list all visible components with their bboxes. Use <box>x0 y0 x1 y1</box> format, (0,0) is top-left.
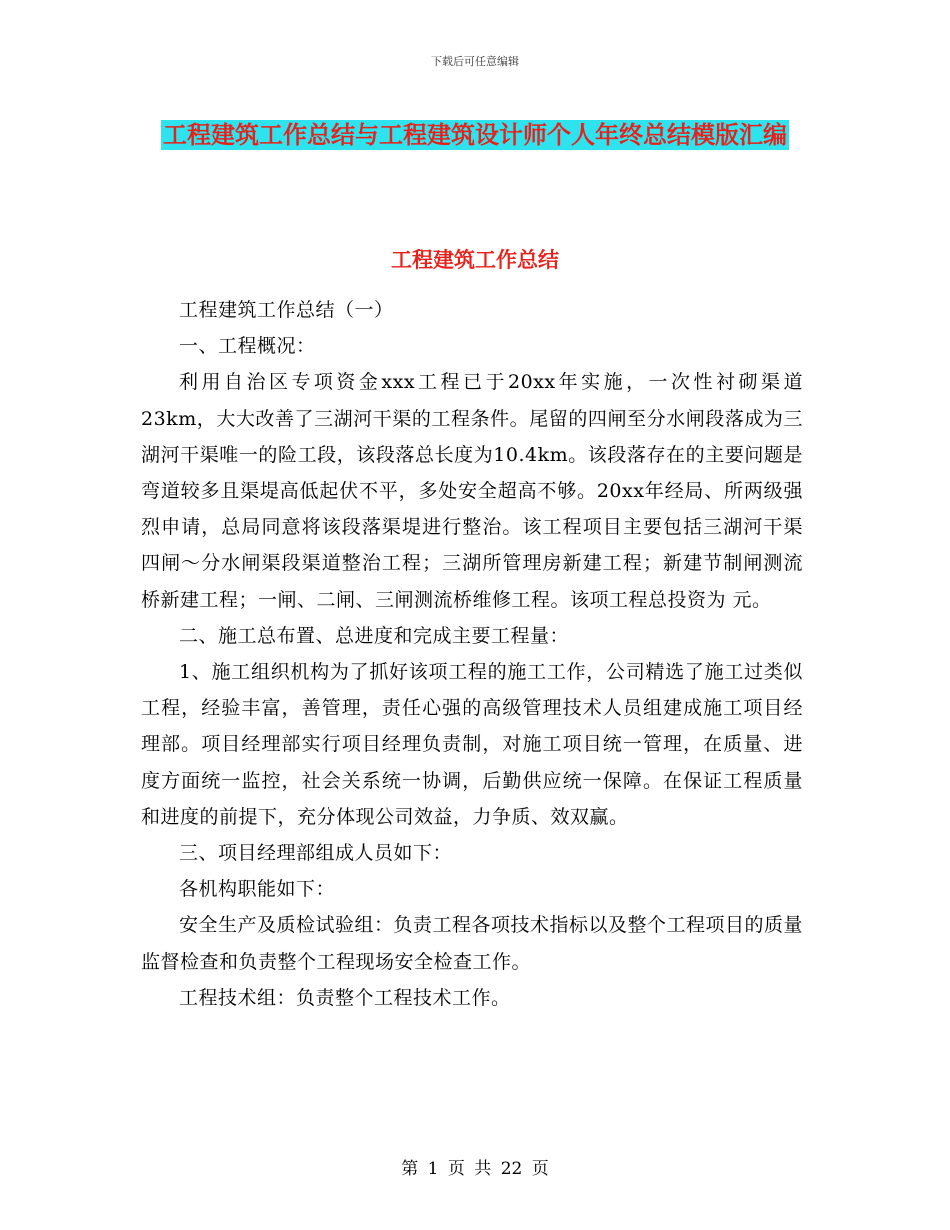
paragraph-safety-group: 安全生产及质检试验组：负责工程各项技术指标以及整个工程项目的质量监督检查和负责整个工程现场安全检查工作。 <box>141 914 804 973</box>
paragraph-overview: 利用自治区专项资金xxx工程已于20xx年实施，一次性衬砌渠道23km，大大改善了三湖河干渠的工程条件。尾留的四闸至分水闸段落成为三湖河干渠唯一的险工段，该段落总长度为10.4km。该段落存在的主要问题是弯道较多且渠堤高低起伏不平，多处安全超高不够。20xx年经局、所两级强烈申请，总局同意将该段落渠堤进行整治。该工程项目主要包括三湖河干渠四闸～分水闸渠段渠道整治工程；三湖所管理房新建工程；新建节制闸测流桥新建工程；一闸、二闸、三闸测流桥维修工程。该项工程总投资为 元。 <box>141 371 803 611</box>
page-number-footer: 第 1 页 共 22 页 <box>401 1159 549 1179</box>
document-body <box>141 292 803 1016</box>
header-note: 下载后可任意编辑 <box>431 55 519 68</box>
paragraph-heading-layout: 二、施工总布置、总进度和完成主要工程量： <box>179 624 570 647</box>
paragraph-organization: 1、施工组织机构为了抓好该项工程的施工工作，公司精选了施工过类似工程，经验丰富，善管理，责任心强的高级管理技术人员组建成施工项目经理部。项目经理部实行项目经理负责制，对施工项目统一管理，在质量、进度方面统一监控，社会关系统一协调，后勤供应统一保障。在保证工程质量和进度的前提下，充分体现公司效益，力争质、效双赢。 <box>141 661 803 828</box>
paragraph-heading-staff: 三、项目经理部组成人员如下： <box>179 842 453 865</box>
section-title: 工程建筑工作总结 <box>391 248 559 272</box>
document-title-text: 工程建筑工作总结与工程建筑设计师个人年终总结模版汇编 <box>163 121 787 149</box>
paragraph-tech-group: 工程技术组：负责整个工程技术工作。 <box>179 986 511 1009</box>
document-title <box>140 112 810 158</box>
paragraph-subtitle: 工程建筑工作总结（一） <box>179 299 394 321</box>
paragraph-functions: 各机构职能如下： <box>179 878 336 901</box>
paragraph-heading-overview: 一、工程概况： <box>179 335 316 358</box>
